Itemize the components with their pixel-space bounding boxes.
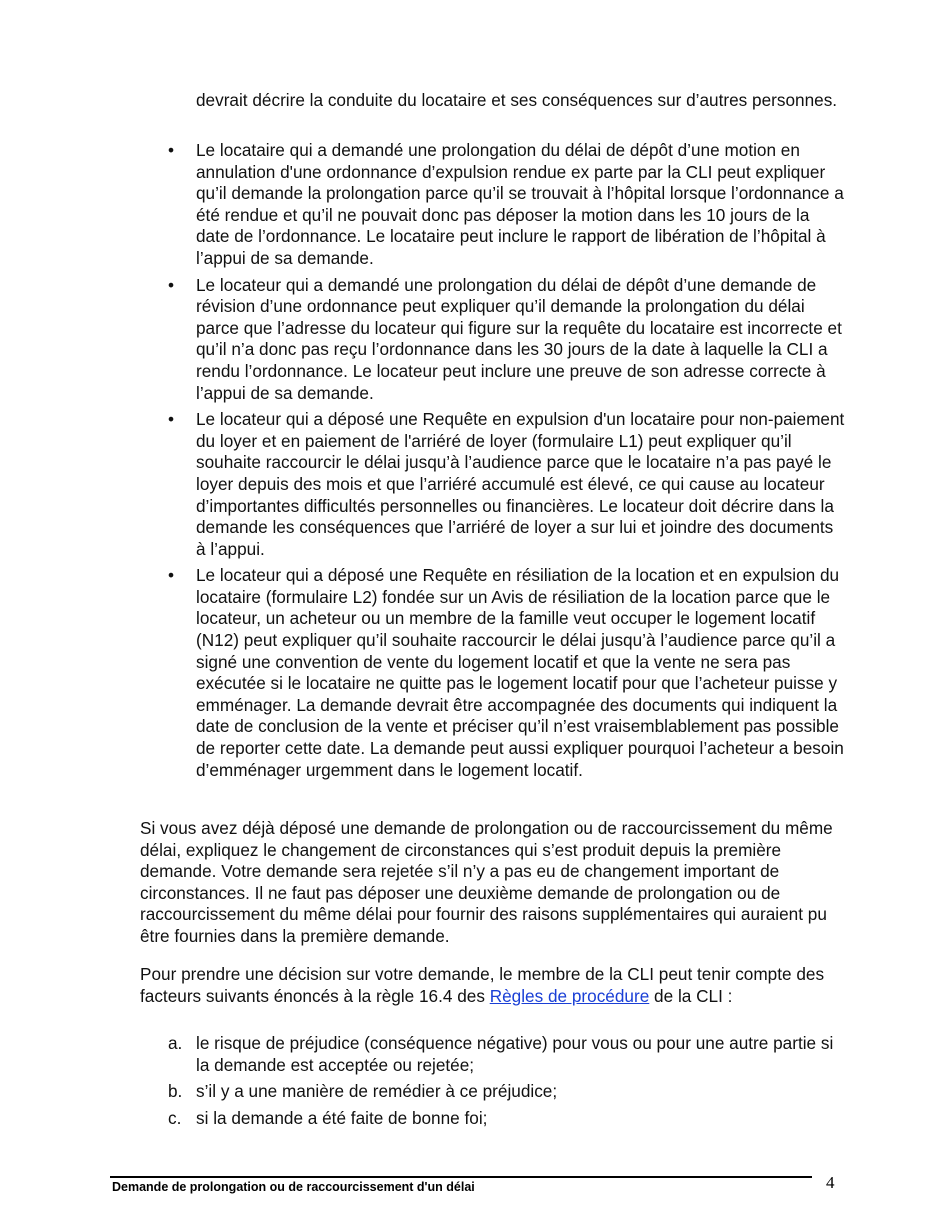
- bullet-item: [164, 275, 846, 405]
- factor-item: [164, 1108, 846, 1130]
- factor-item: [164, 1081, 846, 1103]
- bullet-text: Le locateur qui a demandé une prolongation du délai de dépôt d’une demande de révision d’une ordonnance peut expliquer qu’il demande la prolongation du délai parce que l’adresse du locateur qui figure sur la requête du locataire est incorrecte et qu’il n’a donc pas reçu l’ordonnance dans les 30 jours de la date à laquelle la CLI a rendu l’ordonnance. Le locateur peut inclure une preuve de son adresse correcte à l’appui de sa demande.: [196, 274, 842, 403]
- bullet-item: [164, 140, 846, 270]
- bullet-icon: •: [168, 409, 175, 430]
- bullet-text: Le locateur qui a déposé une Requête en expulsion d'un locataire pour non-paiement du loyer et en paiement de l'arriéré de loyer (formulaire L1) peut expliquer qu’il souhaite raccourcir le délai jusqu’à l’audience parce que le locataire n’a pas payé le loyer depuis des mois et que l’arriéré accumulé est élevé, ce qui cause au locateur d’importantes difficultés personnelles ou financières. Le locateur doit décrire dans la demande les conséquences que l’arriéré de loyer a sur lui et joindre des documents à l’appui.: [196, 409, 845, 559]
- paragraph-decision-factors: [140, 964, 846, 1007]
- factor-marker: b.: [168, 1081, 183, 1102]
- factors-list: [164, 1033, 846, 1134]
- bullet-icon: •: [168, 274, 175, 295]
- factor-marker: a.: [168, 1033, 183, 1053]
- page-number: 4: [826, 1173, 835, 1192]
- factor-marker: c.: [168, 1107, 182, 1128]
- paragraph-text-after-link: de la CLI :: [649, 985, 733, 1006]
- continuation-text: devrait décrire la conduite du locataire et ses conséquences sur d’autres personnes.: [196, 90, 838, 110]
- bullet-icon: •: [168, 140, 175, 160]
- factor-text: le risque de préjudice (conséquence négative) pour vous ou pour une autre partie si la demande est acceptée ou rejetée;: [196, 1033, 834, 1075]
- paragraph-prior-request: Si vous avez déjà déposé une demande de prolongation ou de raccourcissement du même délai, expliquez le changement de circonstances qui s’est produit depuis la première demande. Votre demande sera rejetée s’il n’y a pas eu de changement important de circonstances. Il ne faut pas déposer une deuxième demande de prolongation ou de raccourcissement du même délai pour fournir des raisons supplémentaires qui auraient pu être fournies dans la première demande.: [140, 818, 833, 946]
- footer-title: Demande de prolongation ou de raccourcissement d'un délai: [112, 1180, 475, 1194]
- bullet-icon: •: [168, 565, 175, 586]
- bullet-item: [164, 409, 846, 560]
- factor-item: [164, 1033, 846, 1076]
- example-bullet-list: [164, 140, 846, 786]
- bullet-text: Le locateur qui a déposé une Requête en résiliation de la location et en expulsion du locataire (formulaire L2) fondée sur un Avis de résiliation de la location parce que le locateur, un acheteur ou un membre de la famille veut occuper le logement locatif (N12) peut expliquer qu’il souhaite raccourcir le délai jusqu’à l’audience parce qu’il a signé une convention de vente du logement locatif et que la vente ne sera pas exécutée si le locataire ne quitte pas le logement locatif pour que l’acheteur puisse y emménager. La demande devrait être accompagnée des documents qui indiquent la date de conclusion de la vente et préciser qu’il n’est vraisemblablement pas possible de reporter cette date. La demande peut aussi expliquer pourquoi l’acheteur a besoin d’emménager urgemment dans le logement locatif.: [196, 565, 844, 780]
- bullet-text: Le locataire qui a demandé une prolongation du délai de dépôt d’une motion en annulation d'une ordonnance d’expulsion rendue ex parte par la CLI peut expliquer qu’il demande la prolongation parce qu’il se trouvait à l’hôpital lorsque l’ordonnance a été rendue et qu’il ne pouvait donc pas déposer la motion dans les 10 jours de la date de l’ordonnance. Le locataire peut inclure le rapport de libération de l’hôpital à l’appui de sa demande.: [196, 140, 844, 268]
- bullet-item: [164, 565, 846, 781]
- footer-divider: [110, 1176, 812, 1178]
- rules-of-procedure-link[interactable]: Règles de procédure: [489, 985, 650, 1006]
- paragraph-text-before-link: Pour prendre une décision sur votre demande, le membre de la CLI peut tenir compte des facteurs suivants énoncés à la règle 16.4 des: [140, 964, 825, 1006]
- factor-text: si la demande a été faite de bonne foi;: [196, 1107, 488, 1128]
- factor-text: s’il y a une manière de remédier à ce préjudice;: [196, 1081, 558, 1102]
